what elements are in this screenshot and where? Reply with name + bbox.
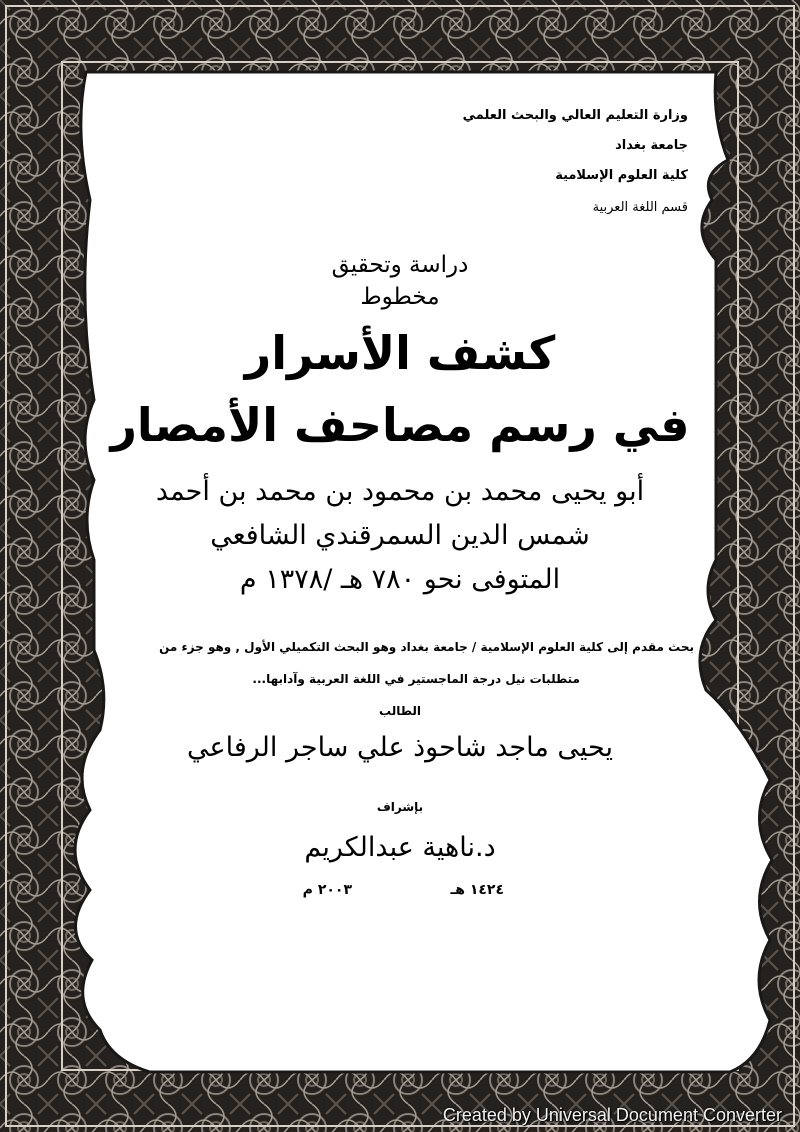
supervisor-name: د.ناهية عبدالكريم <box>304 832 496 863</box>
hijri-date: ١٤٢٤ هـ <box>450 882 504 898</box>
student-name: يحيى ماجد شاحوذ علي ساجر الرفاعي <box>187 732 613 763</box>
converter-watermark: Created by Universal Document Converter <box>442 1105 782 1125</box>
college-line: كلية العلوم الإسلامية <box>555 168 688 183</box>
study-line: دراسة وتحقيق <box>331 252 469 278</box>
author-name-line: أبو يحيى محمد بن محمود بن محمد بن أحمد <box>155 476 645 507</box>
submission-line2: متطلبات نيل درجة الماجستير في اللغة العربية وآدابها... <box>252 672 580 686</box>
book-title-line2: في رسم مصاحف الأمصار <box>110 398 690 452</box>
author-death-line: المتوفى نحو ٧٨٠ هـ /١٣٧٨ م <box>239 564 561 595</box>
author-title-line: شمس الدين السمرقندي الشافعي <box>210 520 590 551</box>
gregorian-date: ٢٠٠٣ م <box>302 882 352 898</box>
ministry-line: وزارة التعليم العالي والبحث العلمي <box>462 108 688 123</box>
student-label: الطالب <box>378 704 422 718</box>
book-title-line1: كشف الأسرار <box>244 326 556 380</box>
manuscript-label: مخطوط <box>360 284 440 310</box>
supervisor-label: بإشراف <box>376 800 424 814</box>
university-line: جامعة بغداد <box>615 138 688 153</box>
submission-line1: بحث مقدم إلى كلية العلوم الإسلامية / جامعة بغداد وهو البحث التكميلي الأول , وهو جزء من <box>159 640 694 654</box>
department-line: قسم اللغة العربية <box>592 200 688 215</box>
